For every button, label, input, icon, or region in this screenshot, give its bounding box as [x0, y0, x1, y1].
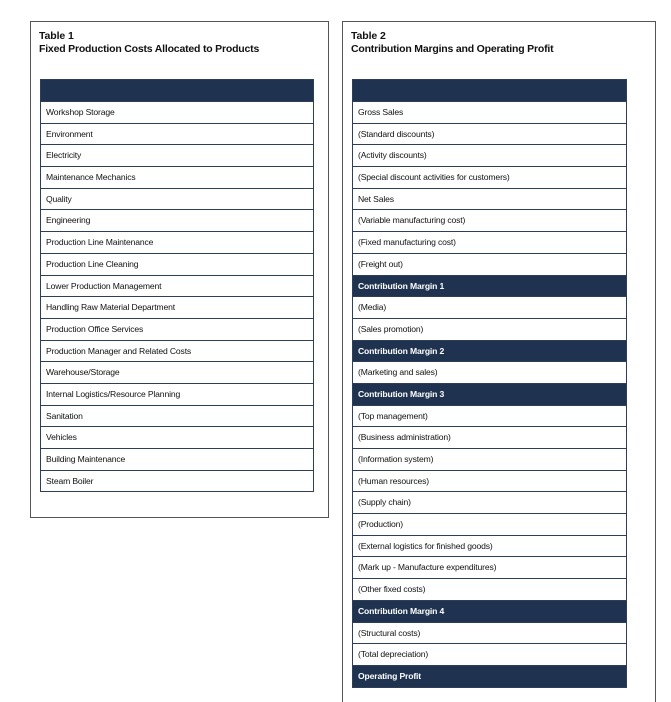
table-row: (Mark up - Manufacture expenditures)	[353, 556, 626, 578]
table1	[40, 79, 314, 492]
table2	[352, 79, 627, 688]
table-row: Workshop Storage	[41, 101, 313, 123]
table-row: (Information system)	[353, 448, 626, 470]
table-row: (Standard discounts)	[353, 123, 626, 145]
table-row: (Media)	[353, 296, 626, 318]
table2-caption	[351, 30, 553, 56]
table-row: Lower Production Management	[41, 275, 313, 297]
table-row: (Top management)	[353, 405, 626, 427]
table2-panel	[342, 21, 656, 702]
table-row: Steam Boiler	[41, 470, 313, 492]
table1-title: Fixed Production Costs Allocated to Products	[39, 43, 260, 55]
table-row: Gross Sales	[353, 101, 626, 123]
table-row: (Human resources)	[353, 470, 626, 492]
table-row: (Freight out)	[353, 253, 626, 275]
table-row: Net Sales	[353, 188, 626, 210]
table2-title: Contribution Margins and Operating Profit	[351, 43, 554, 55]
table-row: Warehouse/Storage	[41, 361, 313, 383]
table-row: Production Office Services	[41, 318, 313, 340]
table-row: (Other fixed costs)	[353, 578, 626, 600]
table-row: (Marketing and sales)	[353, 361, 626, 383]
table-row: (Fixed manufacturing cost)	[353, 231, 626, 253]
table-row: Environment	[41, 123, 313, 145]
table-row: Sanitation	[41, 405, 313, 427]
table-row-subtotal: Contribution Margin 3	[353, 383, 626, 405]
table-row: Production Line Cleaning	[41, 253, 313, 275]
table-row: (Business administration)	[353, 426, 626, 448]
table2-header-bar	[353, 80, 626, 101]
table1-number: Table 1	[39, 30, 74, 42]
table-row: Production Line Maintenance	[41, 231, 313, 253]
table2-body	[353, 101, 626, 687]
table-row: (Total depreciation)	[353, 643, 626, 665]
table-row: (Supply chain)	[353, 491, 626, 513]
table-row: Production Manager and Related Costs	[41, 340, 313, 362]
table2-number: Table 2	[351, 30, 386, 42]
table1-caption	[39, 30, 259, 56]
table-row: Handling Raw Material Department	[41, 296, 313, 318]
table-row: (Sales promotion)	[353, 318, 626, 340]
table-row-subtotal: Operating Profit	[353, 665, 626, 687]
table-row: (Production)	[353, 513, 626, 535]
table-row: Electricity	[41, 144, 313, 166]
table1-body	[41, 101, 313, 491]
table-row: Engineering	[41, 209, 313, 231]
table-row: (Activity discounts)	[353, 144, 626, 166]
table-row: (Structural costs)	[353, 622, 626, 644]
table-row: Maintenance Mechanics	[41, 166, 313, 188]
table-row-subtotal: Contribution Margin 2	[353, 340, 626, 362]
table-row-subtotal: Contribution Margin 4	[353, 600, 626, 622]
table-row: (Special discount activities for customers)	[353, 166, 626, 188]
table1-panel	[30, 21, 329, 518]
table-row: Building Maintenance	[41, 448, 313, 470]
table-row: (Variable manufacturing cost)	[353, 209, 626, 231]
table-row-subtotal: Contribution Margin 1	[353, 275, 626, 297]
table-row: Vehicles	[41, 426, 313, 448]
table-row: Quality	[41, 188, 313, 210]
table1-header-bar	[41, 80, 313, 101]
table-row: Internal Logistics/Resource Planning	[41, 383, 313, 405]
table-row: (External logistics for finished goods)	[353, 535, 626, 557]
